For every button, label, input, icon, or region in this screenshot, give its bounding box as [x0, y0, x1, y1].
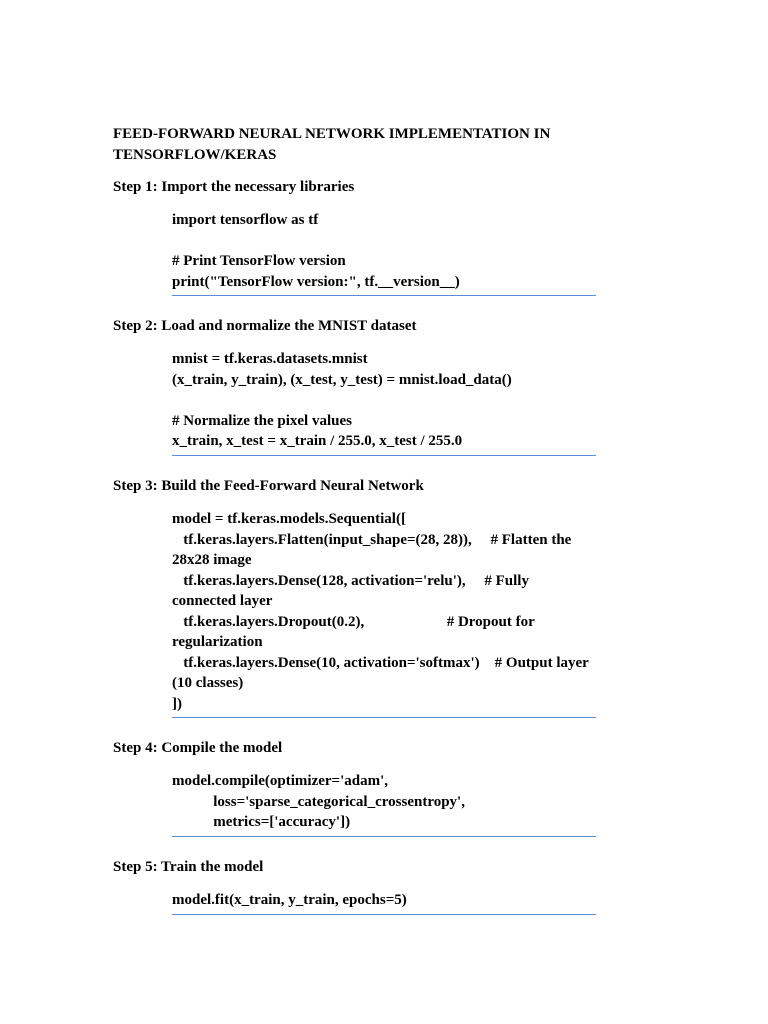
code-line: print("TensorFlow version:", tf.__version__) [172, 273, 460, 290]
code-line: metrics=['accuracy']) [172, 814, 351, 830]
code-line: import tensorflow as tf [172, 212, 319, 228]
step-4-code-block [172, 771, 596, 837]
code-line: model = tf.keras.models.Sequential([ [172, 511, 406, 527]
code-line: 28x28 image [172, 552, 252, 568]
step-3-code-block [172, 509, 596, 718]
code-line [172, 390, 596, 411]
step-4-heading: Step 4: Compile the model [113, 740, 283, 756]
step-3-heading: Step 3: Build the Feed-Forward Neural Network [113, 478, 424, 494]
code-line: mnist = tf.keras.datasets.mnist [172, 351, 368, 367]
code-line: x_train, x_test = x_train / 255.0, x_test / 255.0 [172, 433, 463, 449]
code-line: (x_train, y_train), (x_test, y_test) = mnist.load_data() [172, 371, 512, 388]
code-line: connected layer [172, 593, 273, 609]
code-line: # Normalize the pixel values [172, 412, 352, 429]
step-5-heading: Step 5: Train the model [113, 859, 264, 875]
step-2-code-block [172, 349, 596, 456]
code-line [172, 231, 596, 252]
code-line: tf.keras.layers.Dropout(0.2), # Dropout for [172, 613, 535, 630]
code-line: ]) [172, 695, 182, 712]
code-line: model.compile(optimizer='adam', [172, 773, 389, 789]
code-line: tf.keras.layers.Dense(10, activation='softmax') # Output layer [172, 654, 589, 671]
step-1-heading: Step 1: Import the necessary libraries [113, 179, 355, 195]
code-line: loss='sparse_categorical_crossentropy', [172, 793, 465, 810]
step-5-code-block [172, 890, 596, 915]
step-2-heading: Step 2: Load and normalize the MNIST dataset [113, 318, 417, 334]
code-line: tf.keras.layers.Flatten(input_shape=(28, 28)), # Flatten the [172, 531, 572, 548]
document-title: FEED-FORWARD NEURAL NETWORK IMPLEMENTATION IN TENSORFLOW/KERAS [113, 126, 551, 163]
code-line: # Print TensorFlow version [172, 253, 346, 269]
code-line: model.fit(x_train, y_train, epochs=5) [172, 892, 407, 908]
code-line: (10 classes) [172, 675, 244, 691]
step-1-code-block [172, 210, 596, 296]
code-line: regularization [172, 634, 263, 650]
code-line: tf.keras.layers.Dense(128, activation='relu'), # Fully [172, 572, 529, 589]
